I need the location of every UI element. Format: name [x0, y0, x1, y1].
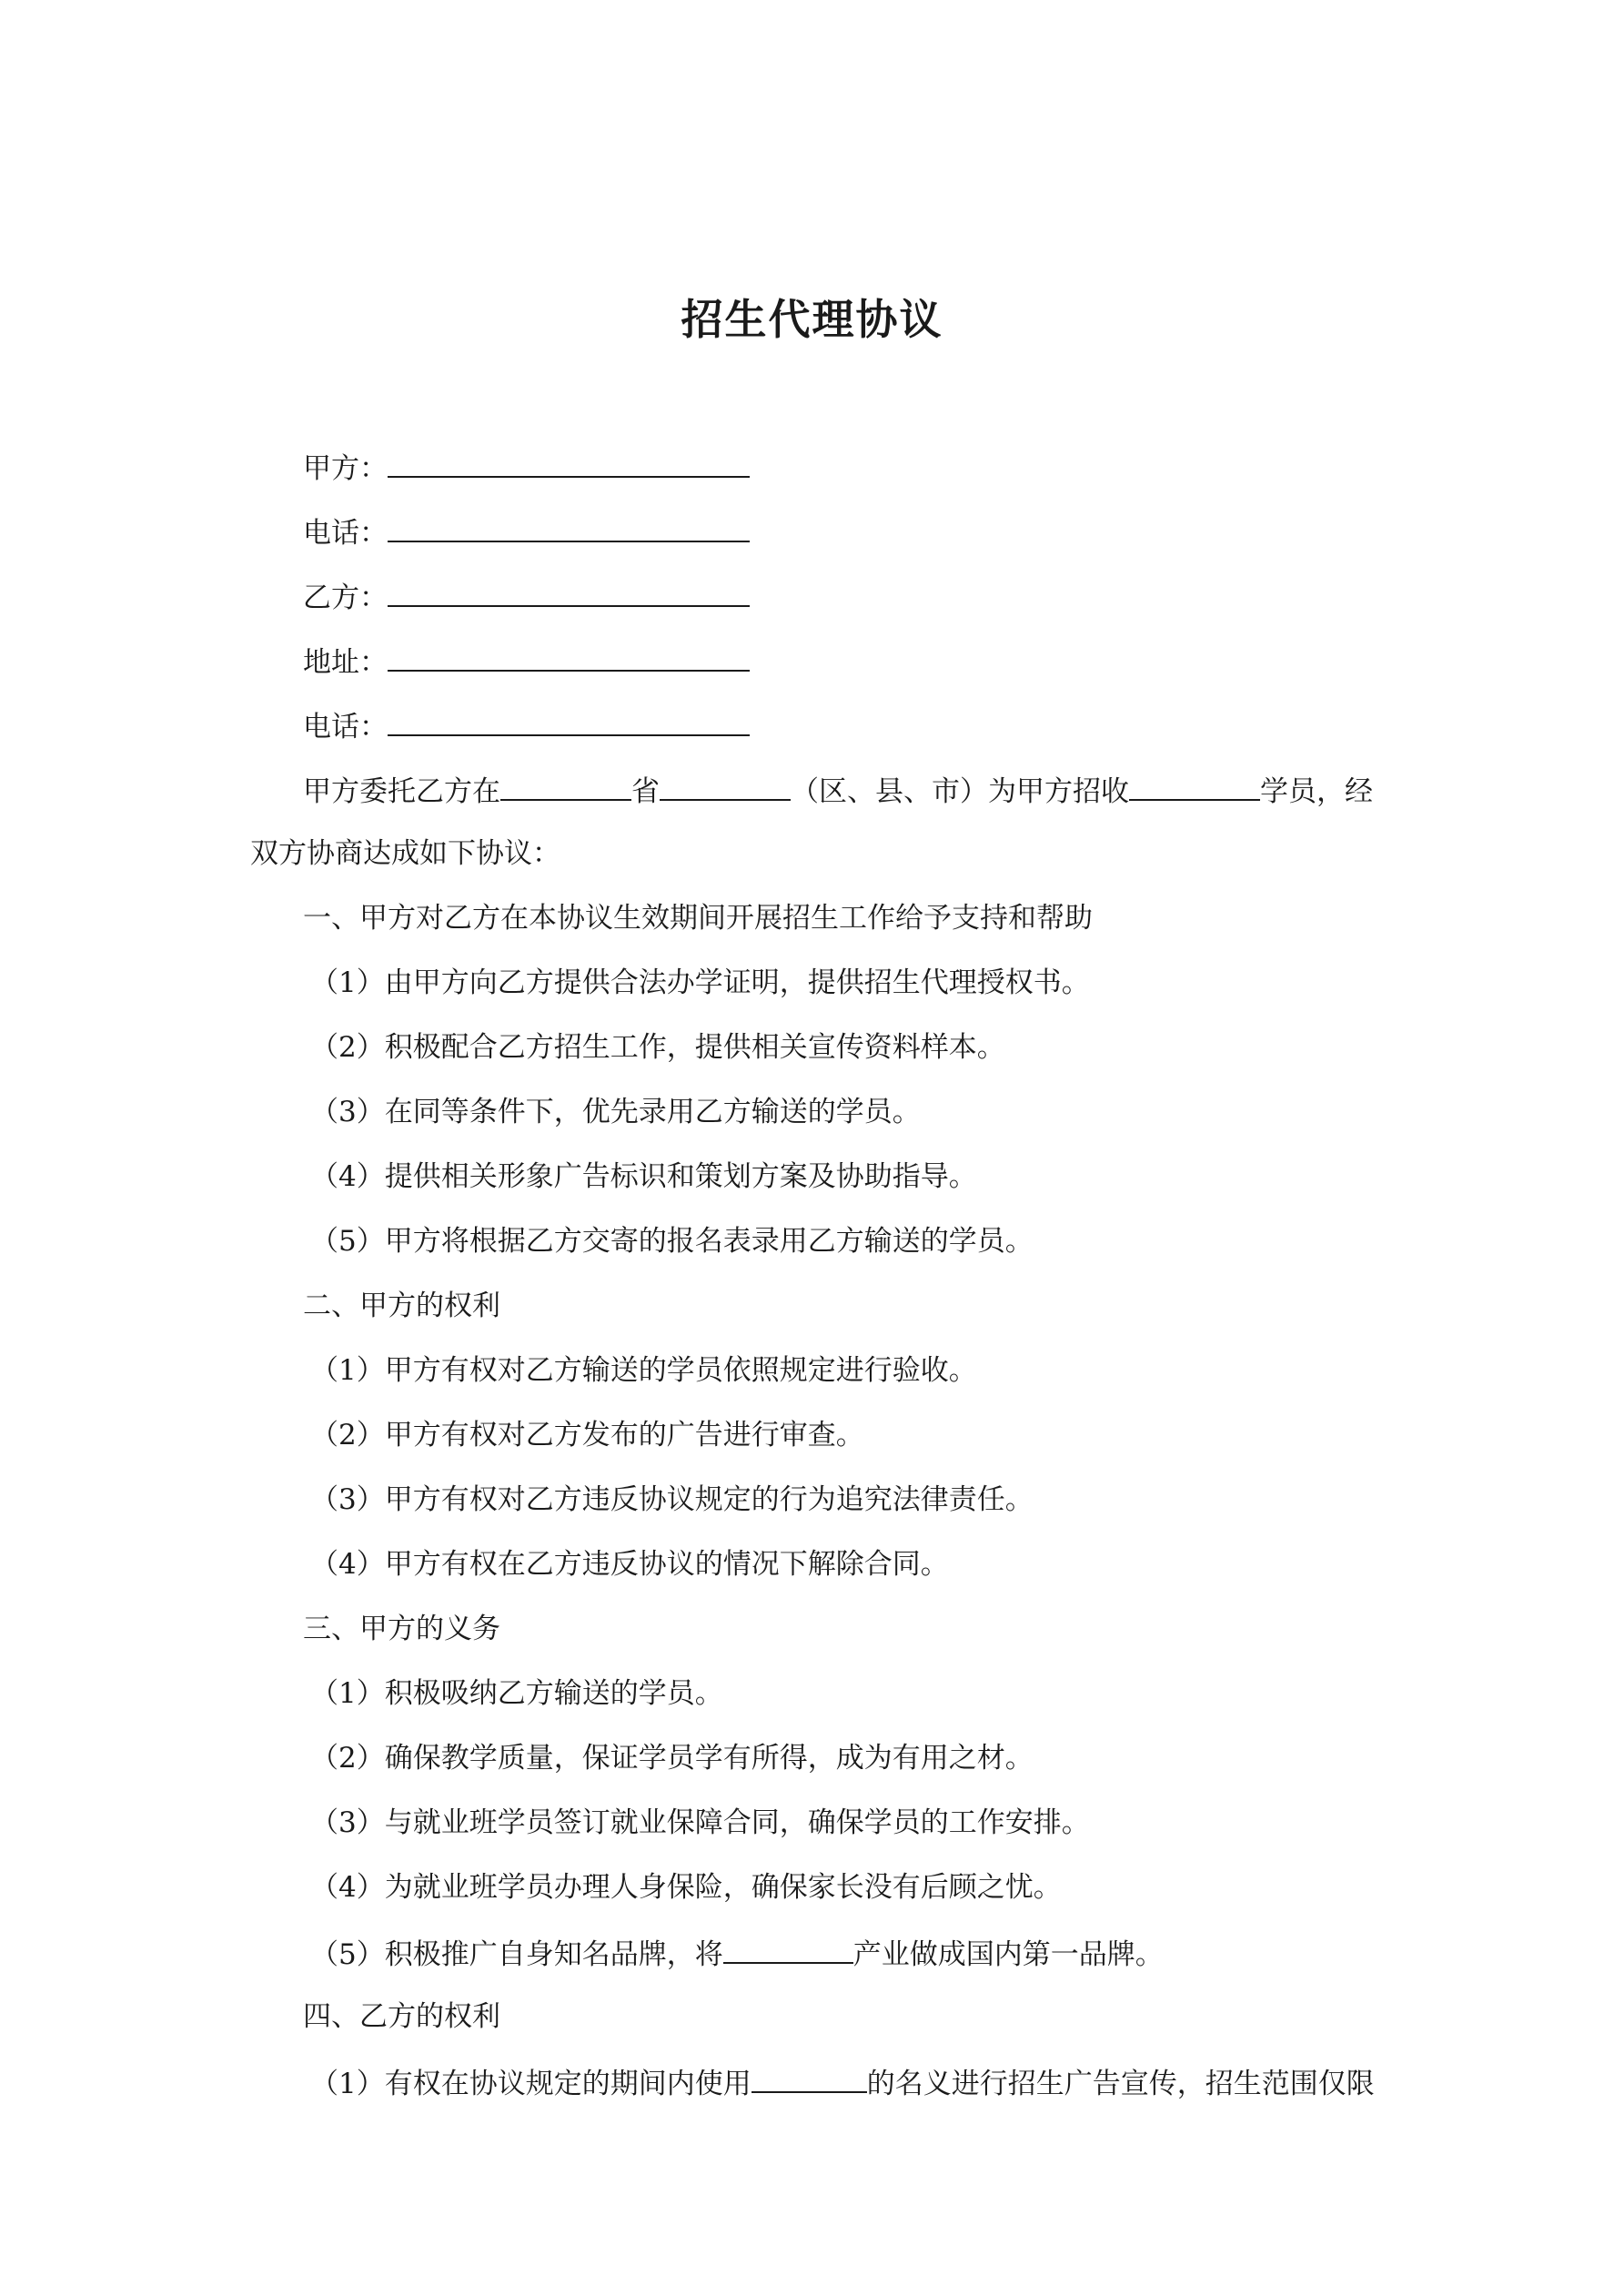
intro-text-4: 学员，经 [1260, 775, 1373, 808]
section-4-item-1-text-2: 的名义进行招生广告宣传，招生范围仅限 [866, 2068, 1375, 2100]
section-2-heading: 二、甲方的权利 [303, 1290, 500, 1322]
party-b-phone-blank[interactable] [388, 711, 750, 736]
intro-line-2: 双方协商达成如下协议： [250, 837, 560, 870]
province-blank[interactable] [500, 775, 631, 801]
section-4-heading: 四、乙方的权利 [303, 2000, 500, 2033]
section-3-heading: 三、甲方的义务 [303, 1613, 500, 1645]
section-1-item-4: （4）提供相关形象广告标识和策划方案及协助指导。 [310, 1160, 977, 1193]
party-b-address-blank[interactable] [388, 646, 750, 672]
party-b-label: 乙方： [303, 582, 388, 614]
section-3-item-2: （2）确保教学质量，保证学员学有所得，成为有用之材。 [310, 1742, 1034, 1775]
party-b-field [303, 582, 750, 612]
party-a-phone-blank[interactable] [388, 517, 750, 542]
section-1-item-3: （3）在同等条件下，优先录用乙方输送的学员。 [310, 1096, 921, 1128]
section-1-item-2: （2）积极配合乙方招生工作，提供相关宣传资料样本。 [310, 1031, 1005, 1064]
party-a-field [303, 452, 750, 483]
industry-blank[interactable] [723, 1938, 853, 1964]
party-a-blank[interactable] [388, 452, 750, 478]
party-a-phone-label: 电话： [303, 517, 388, 550]
party-b-phone-label: 电话： [303, 711, 388, 743]
student-type-blank[interactable] [1129, 775, 1260, 801]
section-1-item-5: （5）甲方将根据乙方交寄的报名表录用乙方输送的学员。 [310, 1225, 1034, 1258]
party-b-address-label: 地址： [303, 646, 388, 679]
section-4-item-1-text-1: （1）有权在协议规定的期间内使用 [310, 2068, 751, 2100]
district-blank[interactable] [660, 775, 791, 801]
section-3-item-1: （1）积极吸纳乙方输送的学员。 [310, 1677, 723, 1710]
party-a-phone-field [303, 517, 750, 548]
section-3-item-5-text-1: （5）积极推广自身知名品牌，将 [310, 1938, 723, 1971]
intro-text-3: （区、县、市）为甲方招收 [791, 775, 1129, 808]
party-b-blank[interactable] [388, 582, 750, 607]
section-3-item-5 [310, 1938, 1164, 1969]
intro-text-2: 省 [631, 775, 660, 808]
section-1-item-1: （1）由甲方向乙方提供合法办学证明，提供招生代理授权书。 [310, 966, 1090, 999]
party-a-label: 甲方： [303, 452, 388, 485]
section-4-item-1 [310, 2068, 1375, 2099]
party-b-phone-field [303, 711, 750, 742]
section-1-heading: 一、甲方对乙方在本协议生效期间开展招生工作给予支持和帮助 [303, 902, 1093, 935]
intro-text-1: 甲方委托乙方在 [303, 775, 500, 808]
section-2-item-1: （1）甲方有权对乙方输送的学员依照规定进行验收。 [310, 1354, 977, 1387]
section-2-item-3: （3）甲方有权对乙方违反协议规定的行为追究法律责任。 [310, 1483, 1034, 1516]
document-title: 招生代理协议 [681, 295, 943, 344]
institution-name-blank[interactable] [751, 2068, 867, 2093]
party-b-address-field [303, 646, 750, 677]
section-2-item-2: （2）甲方有权对乙方发布的广告进行审查。 [310, 1419, 864, 1451]
section-3-item-3: （3）与就业班学员签订就业保障合同，确保学员的工作安排。 [310, 1806, 1090, 1839]
section-3-item-5-text-2: 产业做成国内第一品牌。 [852, 1938, 1164, 1971]
section-3-item-4: （4）为就业班学员办理人身保险，确保家长没有后顾之忧。 [310, 1871, 1062, 1904]
section-2-item-4: （4）甲方有权在乙方违反协议的情况下解除合同。 [310, 1548, 949, 1581]
intro-line-1 [303, 775, 1373, 806]
